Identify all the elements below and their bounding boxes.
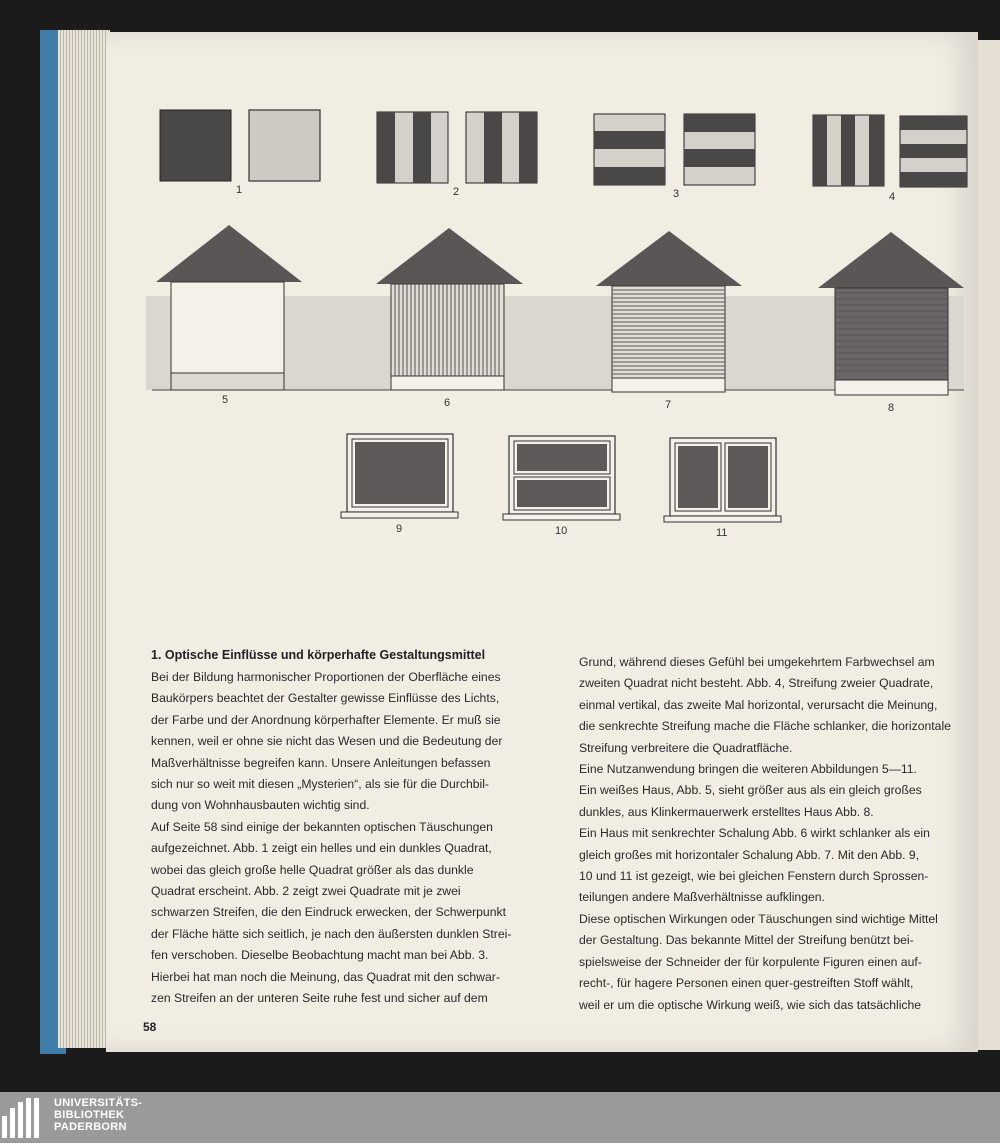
text-line: kennen, weil er ohne sie nicht das Wesen und die Bedeutung der <box>151 734 503 749</box>
text-line: Quadrat erscheint. Abb. 2 zeigt zwei Quadrate mit je zwei <box>151 884 461 899</box>
text-line: wobei das gleich große helle Quadrat größer als das dunkle <box>151 862 474 877</box>
text-line: teilungen andere Maßverhältnisse aufklingen. <box>579 890 825 905</box>
text-line: dung von Wohnhausbauten wichtig sind. <box>151 798 370 813</box>
library-logo-text: UNIVERSITÄTS- BIBLIOTHEK PADERBORN <box>54 1097 143 1133</box>
text-line: recht-, für hagere Personen einen quer-gestreiften Stoff wählt, <box>579 976 914 991</box>
section-heading: 1. Optische Einflüsse und körperhafte Gestaltungsmittel <box>151 648 486 662</box>
figure-label: 6 <box>444 397 451 409</box>
text-line: Maßverhältnisse begreifen kann. Unsere Anleitungen befassen <box>151 755 491 770</box>
figure-3-horizontal-stripes <box>594 114 755 185</box>
text-line: Auf Seite 58 sind einige der bekannten optischen Täuschungen <box>151 819 493 834</box>
figure-6-vertical-boarding-house <box>376 228 523 390</box>
text-line: Hierbei hat man noch die Meinung, das Quadrat mit den schwar- <box>151 969 500 984</box>
figure-9-window <box>341 434 458 518</box>
figure-1-squares <box>160 110 320 181</box>
right-text-column <box>579 652 963 1016</box>
figure-label: 7 <box>665 399 672 411</box>
text-line: Ein Haus mit senkrechter Schalung Abb. 6 wirkt schlanker als ein <box>579 826 930 841</box>
figure-5-white-house <box>156 225 302 390</box>
text-line: zen Streifen an der unteren Seite ruhe fest und sicher auf dem <box>151 991 488 1006</box>
library-logo-icon <box>2 1098 46 1138</box>
figure-8-brick-house <box>818 232 964 395</box>
figure-4-stripes <box>813 115 967 187</box>
text-line: Grund, während dieses Gefühl bei umgekehrtem Farbwechsel am <box>579 655 935 669</box>
page-number: 58 <box>143 1020 157 1034</box>
text-line: Streifung verbreitere die Quadratfläche. <box>579 740 793 755</box>
figure-label: 5 <box>222 394 229 406</box>
figure-label: 2 <box>453 186 460 198</box>
text-line: Baukörpers beachtet der Gestalter gewisse Einflüsse des Lichts, <box>151 691 500 706</box>
library-footer <box>0 1092 1000 1143</box>
text-line: 10 und 11 ist gezeigt, wie bei gleichen Fenstern durch Sprossen- <box>579 869 929 884</box>
text-line: sich nur so weit mit diesen „Mysterien“, als sie für die Durchbil- <box>151 777 489 792</box>
figure-11-window-vertical-panes <box>664 438 781 522</box>
text-line: schwarzen Streifen, die den Eindruck erwecken, der Schwerpunkt <box>151 905 506 920</box>
figure-label: 1 <box>236 184 243 196</box>
figure-label: 3 <box>673 188 680 200</box>
text-line: aufgezeichnet. Abb. 1 zeigt ein helles und ein dunkles Quadrat, <box>151 841 492 856</box>
figure-2-striped-squares <box>377 112 537 183</box>
text-line: die senkrechte Streifung mache die Fläche schlanker, die horizontale <box>579 719 951 734</box>
text-line: Ein weißes Haus, Abb. 5, sieht größer aus als ein gleich großes <box>579 783 922 798</box>
figure-7-horizontal-boarding-house <box>596 231 742 392</box>
text-line: dunkles, aus Klinkermauerwerk erstelltes Haus Abb. 8. <box>579 804 874 819</box>
text-line: Eine Nutzanwendung bringen die weiteren Abbildungen 5—11. <box>579 762 917 777</box>
text-line: zweiten Quadrat nicht besteht. Abb. 4, Streifung zweier Quadrate, <box>579 676 934 691</box>
text-line: Bei der Bildung harmonischer Proportionen der Oberfläche eines <box>151 670 501 684</box>
figure-10-window-horizontal-panes <box>503 436 620 520</box>
text-line: Diese optischen Wirkungen oder Täuschungen sind wichtige Mittel <box>579 911 938 926</box>
text-line: der Gestaltung. Das bekannte Mittel der Streifung benützt bei- <box>579 933 914 948</box>
left-text-column <box>151 667 531 1010</box>
figure-label: 8 <box>888 402 895 414</box>
figure-label: 11 <box>716 527 728 539</box>
text-line: der Farbe und der Anordnung körperhafter Elemente. Er muß sie <box>151 712 501 727</box>
figure-label: 9 <box>396 523 403 535</box>
figure-label: 10 <box>555 525 568 537</box>
text-line: gleich großes mit horizontaler Schalung Abb. 7. Mit den Abb. 9, <box>579 847 920 862</box>
text-line: der Fläche hätte sich seitlich, je nach den äußersten dunklen Strei- <box>151 926 512 941</box>
text-line: fen verschoben. Dieselbe Beobachtung macht man bei Abb. 3. <box>151 948 489 963</box>
figure-label: 4 <box>889 191 896 203</box>
text-line: einmal vertikal, das zweite Mal horizontal, verursacht die Meinung, <box>579 697 938 712</box>
text-line: weil er um die optische Wirkung weiß, wie sich das tatsächliche <box>579 997 922 1012</box>
text-line: spielsweise der Schneider der für korpulente Figuren einen auf- <box>579 954 922 969</box>
